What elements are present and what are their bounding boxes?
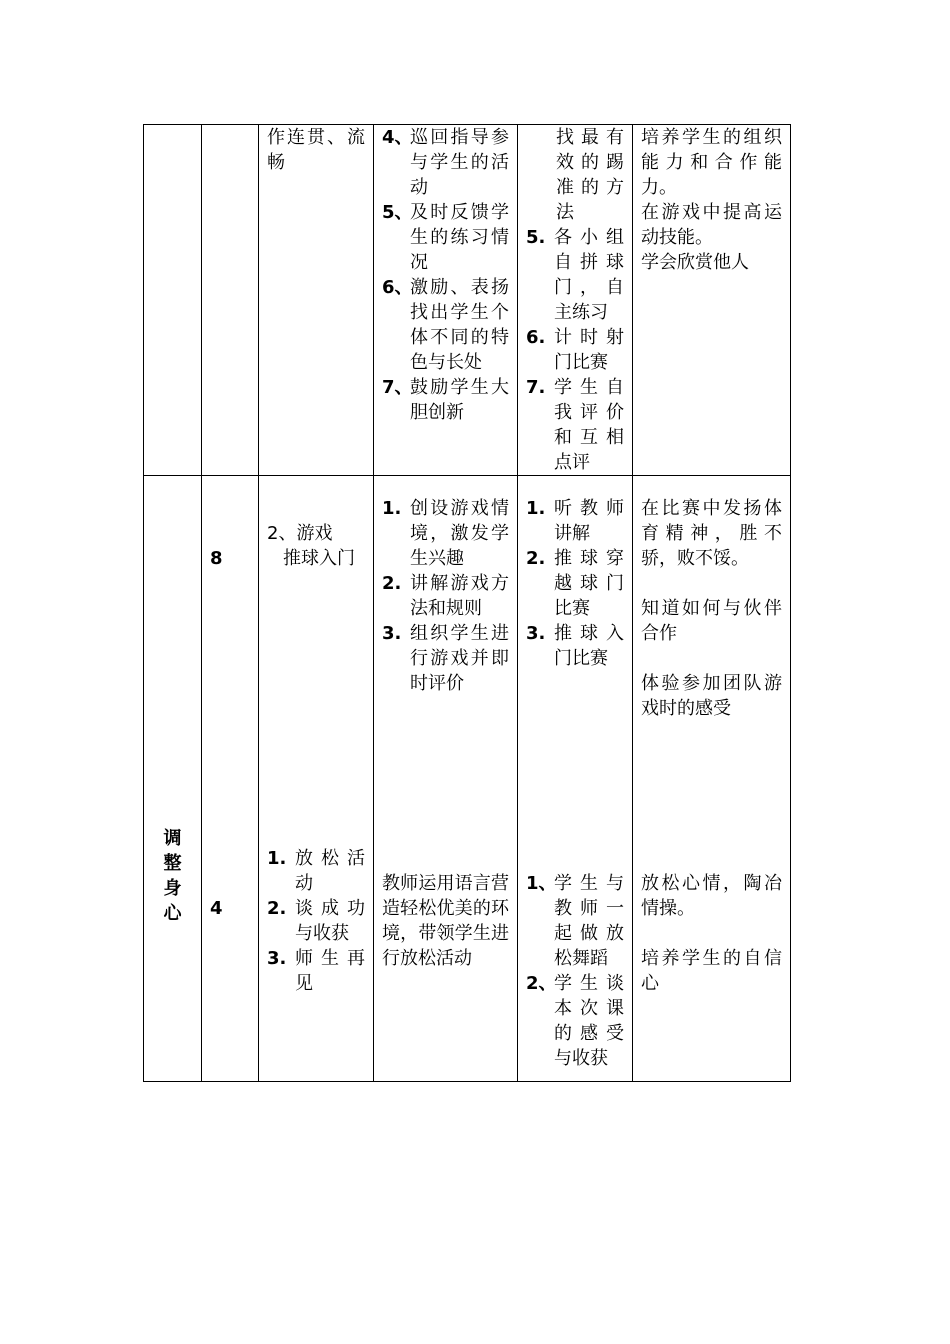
list-item-text: 组织学生进行游戏并即时评价 bbox=[410, 623, 509, 694]
phase-cell bbox=[144, 476, 202, 1082]
list-item bbox=[267, 946, 365, 996]
list-item-number: 1. bbox=[526, 498, 546, 519]
list-item bbox=[526, 496, 624, 546]
phase-cell bbox=[144, 125, 202, 476]
list-item-text: 及时反馈学生的练习情况 bbox=[410, 202, 509, 273]
list-item bbox=[382, 496, 509, 571]
list-item-number: 5、 bbox=[382, 202, 413, 223]
list-item bbox=[382, 275, 509, 375]
goals-list bbox=[633, 125, 790, 275]
list-item-text: 推球穿越球门比赛 bbox=[554, 548, 624, 619]
time-value: 4 bbox=[210, 898, 223, 919]
phase-label bbox=[163, 826, 183, 926]
teacher-activity-list bbox=[382, 125, 509, 425]
student-activity-text: 找最有效的踢准的方法 bbox=[556, 127, 624, 223]
content-list bbox=[267, 846, 365, 996]
goals-list bbox=[641, 496, 782, 721]
list-item bbox=[382, 125, 509, 200]
list-item-number: 7. bbox=[526, 377, 546, 398]
list-item-text: 学生与教师一起做放松舞蹈 bbox=[554, 873, 624, 969]
goal-text: 知道如何与伙伴合作 bbox=[641, 598, 782, 644]
spacer bbox=[641, 921, 782, 946]
list-item-number: 1. bbox=[267, 848, 287, 869]
student-activity-list bbox=[526, 225, 624, 475]
list-item-text: 创设游戏情境，激发学生兴趣 bbox=[410, 498, 509, 569]
goal-text: 培养学生的自信心 bbox=[641, 948, 782, 994]
student-activity-cell bbox=[518, 476, 633, 1082]
content-title: 2、游戏 bbox=[267, 523, 333, 544]
phase-label-char: 心 bbox=[163, 903, 182, 924]
list-item-number: 3. bbox=[382, 623, 402, 644]
list-item-text: 听教师讲解 bbox=[554, 498, 624, 544]
list-item-number: 5. bbox=[526, 227, 546, 248]
goals-cell bbox=[633, 476, 791, 1082]
goal-text: 体验参加团队游戏时的感受 bbox=[641, 673, 782, 719]
goal-text: 在比赛中发扬体育精神，胜不骄，败不馁。 bbox=[641, 498, 782, 569]
teacher-activity-list bbox=[382, 496, 509, 696]
list-item bbox=[267, 896, 365, 946]
table-row bbox=[144, 125, 791, 476]
time-cell bbox=[202, 125, 259, 476]
list-item-text: 各小组自拼球门，自主练习 bbox=[554, 227, 624, 323]
list-item-number: 2. bbox=[526, 548, 546, 569]
content-cell bbox=[259, 476, 374, 1082]
list-item-number: 2. bbox=[382, 573, 402, 594]
list-item-number: 7、 bbox=[382, 377, 413, 398]
list-item-text: 鼓励学生大胆创新 bbox=[410, 377, 509, 423]
list-item-text: 谈成功与收获 bbox=[295, 898, 365, 944]
student-activity-cell bbox=[518, 125, 633, 476]
content-cell bbox=[259, 125, 374, 476]
spacer bbox=[641, 571, 782, 596]
list-item bbox=[382, 200, 509, 275]
list-item-number: 2. bbox=[267, 898, 287, 919]
list-item-text: 巡回指导参与学生的活动 bbox=[410, 127, 509, 198]
student-activity-list bbox=[526, 496, 624, 671]
time-value: 8 bbox=[210, 548, 223, 569]
list-item bbox=[526, 546, 624, 621]
list-item bbox=[526, 971, 624, 1071]
phase-label-char: 调 bbox=[163, 828, 182, 849]
list-item bbox=[526, 621, 624, 671]
list-item bbox=[382, 571, 509, 621]
list-item-number: 2、 bbox=[526, 973, 557, 994]
list-item-number: 1、 bbox=[526, 873, 557, 894]
goal-text: 在游戏中提高运动技能。 bbox=[641, 202, 782, 248]
list-item bbox=[267, 846, 365, 896]
list-item-number: 6、 bbox=[382, 277, 413, 298]
time-cell bbox=[202, 476, 259, 1082]
phase-label-char: 身 bbox=[163, 878, 182, 899]
content-text: 作连贯、流畅 bbox=[267, 127, 365, 173]
list-item-text: 推球入门比赛 bbox=[554, 623, 624, 669]
teacher-activity-cell bbox=[374, 476, 518, 1082]
list-item-text: 激励、表扬找出学生个体不同的特色与长处 bbox=[410, 277, 509, 373]
goals-cell bbox=[633, 125, 791, 476]
content-subtitle: 推球入门 bbox=[283, 548, 355, 569]
list-item bbox=[526, 871, 624, 971]
list-item bbox=[526, 325, 624, 375]
phase-label-char: 整 bbox=[163, 853, 182, 874]
list-item bbox=[526, 225, 624, 325]
goals-list bbox=[641, 871, 782, 996]
lesson-plan-table bbox=[143, 124, 791, 1082]
list-item-text: 计时射门比赛 bbox=[554, 327, 624, 373]
list-item bbox=[382, 621, 509, 696]
list-item-text: 学生自我评价和互相点评 bbox=[554, 377, 624, 473]
teacher-activity-cell bbox=[374, 125, 518, 476]
list-item-number: 6. bbox=[526, 327, 546, 348]
list-item-number: 3. bbox=[267, 948, 287, 969]
spacer bbox=[641, 646, 782, 671]
teacher-activity-text: 教师运用语言营造轻松优美的环境，带领学生进行放松活动 bbox=[382, 873, 509, 969]
list-item-number: 4、 bbox=[382, 127, 413, 148]
goal-text: 放松心情，陶冶情操。 bbox=[641, 873, 782, 919]
list-item bbox=[382, 375, 509, 425]
list-item-text: 讲解游戏方法和规则 bbox=[410, 573, 509, 619]
list-item-text: 师生再见 bbox=[295, 948, 365, 994]
goal-text: 培养学生的组织能力和合作能力。 bbox=[641, 127, 782, 198]
list-item-text: 学生谈本次课的感受与收获 bbox=[554, 973, 624, 1069]
table-row bbox=[144, 476, 791, 1082]
student-activity-list bbox=[526, 871, 624, 1071]
list-item-text: 放松活动 bbox=[295, 848, 365, 894]
goal-text: 学会欣赏他人 bbox=[641, 252, 749, 273]
list-item bbox=[526, 375, 624, 475]
list-item-number: 3. bbox=[526, 623, 546, 644]
list-item-number: 1. bbox=[382, 498, 402, 519]
